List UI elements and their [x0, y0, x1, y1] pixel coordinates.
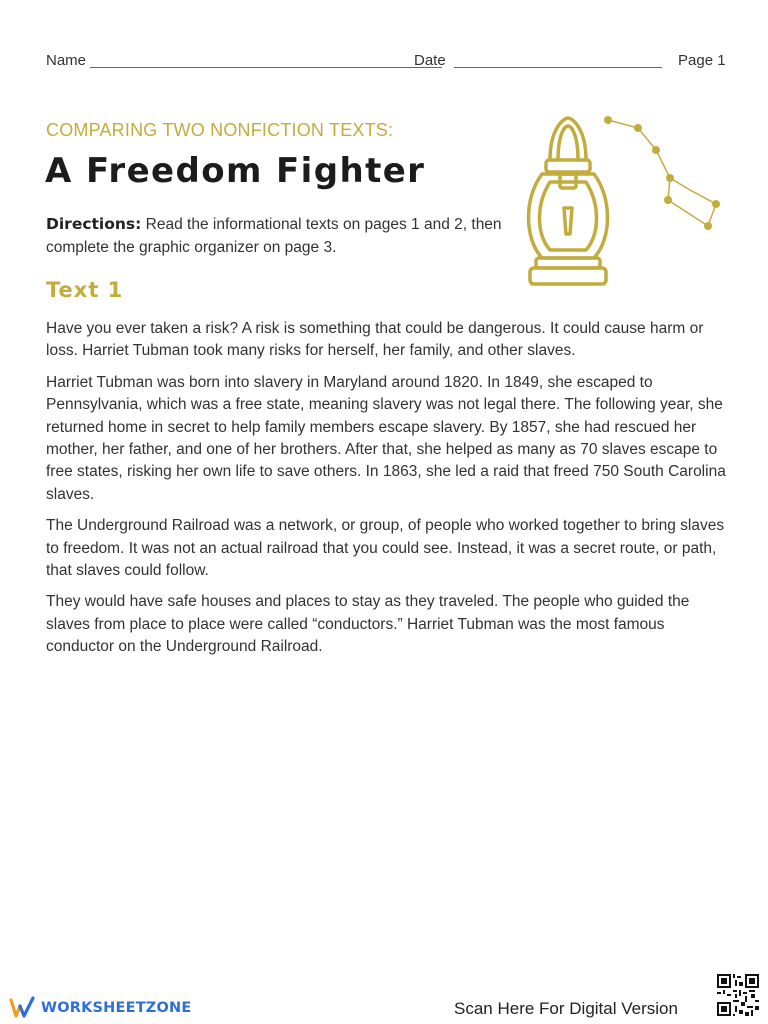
date-field-line[interactable] — [454, 67, 662, 68]
name-field-line[interactable] — [90, 67, 442, 68]
paragraph: Have you ever taken a risk? A risk is something that could be dangerous. It could cause harm or loss. Harriet Tubman took many risks for herself, her family, and other slaves. — [46, 320, 704, 360]
paragraph: Harriet Tubman was born into slavery in Maryland around 1820. In 1849, she escaped to Pennsylvania, which was a free state, meaning slavery was not legal there. The following year, she returned home in secret to help family members escape slavery. By 1857, she had rescued her mother, her father, and one of her brothers. After that, she helped as many as 70 slaves escape to free states, risking her own life to save others. In 1863, she led a raid that freed 750 South Carolina slaves. — [46, 373, 726, 503]
lantern-icon — [529, 118, 608, 284]
directions — [46, 213, 526, 259]
worksheet-title: A Freedom Fighter — [45, 151, 426, 191]
big-dipper-icon — [604, 116, 720, 230]
qr-code-icon[interactable] — [717, 974, 759, 1016]
worksheet-subtitle: COMPARING TWO NONFICTION TEXTS: — [46, 120, 394, 140]
logo-text: WORKSHEETZONE — [41, 1000, 192, 1016]
directions-text: Read the informational texts on pages 1 and 2, then complete the graphic organizer on page 3. — [46, 216, 502, 256]
worksheet-header — [46, 52, 726, 72]
name-label: Name — [46, 52, 87, 69]
page-number: Page 1 — [678, 52, 726, 69]
text-1-body — [46, 318, 726, 668]
worksheetzone-logo-icon — [9, 996, 37, 1020]
paragraph: The Underground Railroad was a network, or group, of people who worked together to bring slaves to freedom. It was not an actual railroad that you could see. Instead, it was a secret route, or path, that slaves could follow. — [46, 517, 725, 580]
date-label: Date — [414, 52, 446, 69]
directions-label: Directions: — [46, 215, 142, 233]
paragraph: They would have safe houses and places to stay as they traveled. The people who guided the slaves from place to place were called “conductors.” Harriet Tubman was the most famous conductor on the Underground Railroad. — [46, 593, 690, 656]
lantern-illustration — [520, 108, 735, 298]
worksheetzone-logo[interactable] — [9, 995, 191, 1021]
section-heading-text-1: Text 1 — [46, 278, 124, 302]
scan-caption: Scan Here For Digital Version — [454, 999, 678, 1018]
